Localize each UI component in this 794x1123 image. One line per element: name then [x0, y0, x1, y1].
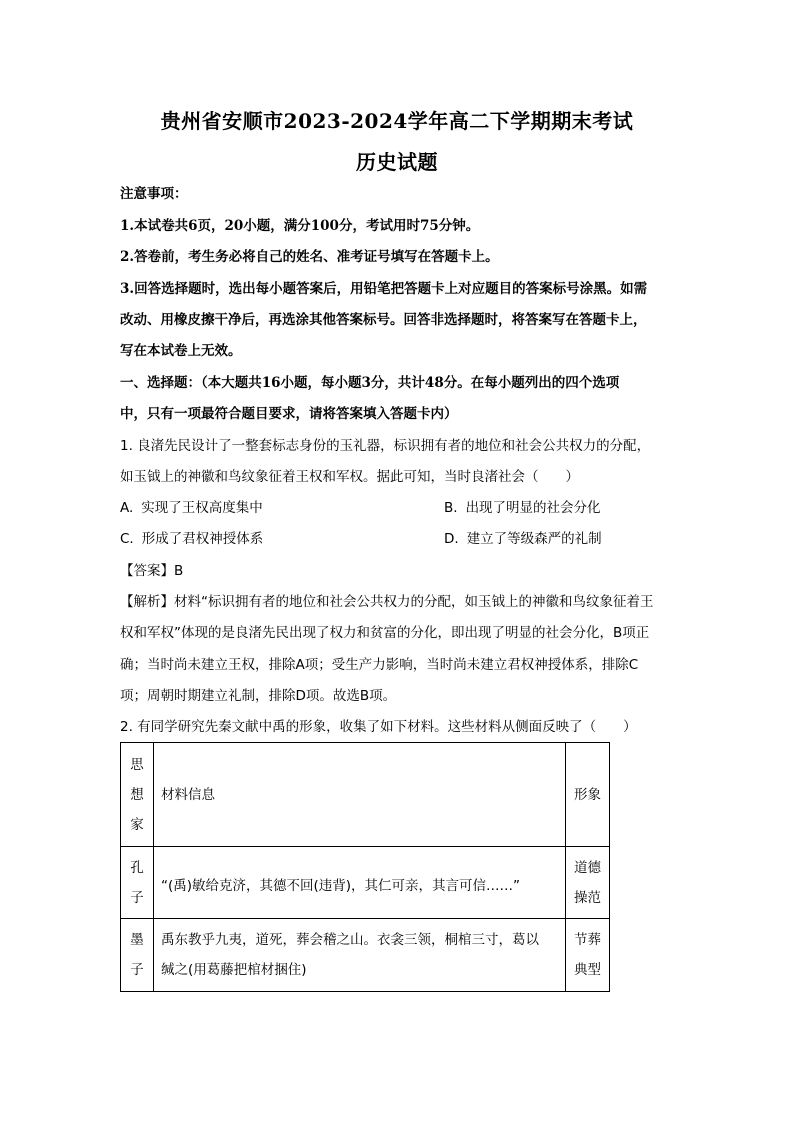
notice-item-2: 2.答卷前，考生务必将自己的姓名、准考证号填写在答题卡上。	[120, 249, 499, 265]
q1-option-a	[120, 498, 263, 518]
header-thinker-char-2: 想	[130, 787, 144, 803]
section-1-heading-line-2: 中，只有一项最符合题目要求，请将答案填入答题卡内）	[120, 406, 458, 422]
header-image-cell	[566, 743, 609, 846]
q1-option-c-text: 形成了君权神授体系	[141, 531, 264, 547]
q1-option-b-letter: B.	[444, 500, 458, 516]
q1-option-d-text: 建立了等级森严的礼制	[466, 531, 602, 547]
q1-option-b	[444, 498, 601, 518]
row-2-thinker-char-1: 墨	[130, 932, 144, 948]
header-thinker-char-1: 思	[130, 757, 144, 773]
q1-stem-line-1: 1. 良渚先民设计了一整套标志身份的玉礼器，标识拥有者的地位和社会公共权力的分配，	[120, 438, 651, 454]
q1-option-a-text: 实现了王权高度集中	[141, 500, 263, 516]
row-1-thinker-char-2: 子	[130, 890, 144, 906]
q1-answer: 【答案】B	[120, 563, 184, 579]
row-1-thinker-cell	[121, 847, 154, 918]
notice-item-1: 1.本试卷共6页，20小题，满分100分，考试用时75分钟。	[120, 218, 480, 234]
notice-item-3-line-3: 写在本试卷上无效。	[120, 343, 242, 359]
row-1-material-cell	[154, 847, 566, 918]
header-material-label: 材料信息	[161, 787, 215, 803]
q1-option-a-letter: A.	[120, 500, 134, 516]
row-1-image-cell	[566, 847, 609, 918]
section-1-heading-line-1: 一、选择题：（本大题共16小题，每小题3分，共计48分。在每小题列出的四个选项	[120, 375, 620, 391]
row-2-image-line-2: 典型	[574, 962, 601, 978]
row-1-thinker-char-1: 孔	[130, 860, 144, 876]
table-row	[121, 919, 609, 991]
q1-option-d	[444, 529, 602, 549]
row-2-material-line-2: 缄之(用葛藤把棺材捆住)	[161, 962, 307, 978]
notice-item-3-line-1: 3.回答选择题时，选出每小题答案后，用铅笔把答题卡上对应题目的答案标号涂黑。如需	[120, 281, 648, 297]
notice-item-3-line-2: 改动、用橡皮擦干净后，再选涂其他答案标号。回答非选择题时，将答案写在答题卡上，	[120, 312, 647, 328]
exam-title: 贵州省安顺市2023-2024学年高二下学期期末考试	[160, 109, 634, 133]
header-thinker-char-3: 家	[130, 817, 144, 833]
header-material-cell	[154, 743, 566, 846]
q1-analysis-line-3: 确；当时尚未建立王权，排除A项；受生产力影响，当时尚未建立君权神授体系，排除C	[120, 657, 639, 673]
notice-heading: 注意事项：	[120, 186, 188, 202]
table-header-row	[121, 743, 609, 847]
row-2-thinker-cell	[121, 919, 154, 991]
row-2-image-cell	[566, 919, 609, 991]
header-thinker-cell	[121, 743, 154, 846]
header-image-label: 形象	[574, 787, 601, 803]
row-2-material-line-1: 禹东教乎九夷，道死，葬会稽之山。衣衾三领，桐棺三寸，葛以	[161, 932, 539, 948]
row-1-image-line-2: 操范	[574, 890, 601, 906]
q2-stem: 2. 有同学研究先秦文献中禹的形象，收集了如下材料。这些材料从侧面反映了（ ）	[120, 719, 637, 735]
q1-option-c-letter: C.	[120, 531, 134, 547]
row-1-material-text: “(禹)敏给克济，其德不回(违背)，其仁可亲，其言可信……”	[161, 878, 521, 894]
exam-subject: 历史试题	[356, 150, 438, 174]
q1-option-d-letter: D.	[444, 531, 459, 547]
row-2-image-line-1: 节葬	[574, 932, 601, 948]
q1-analysis-line-1: 【解析】材料“标识拥有者的地位和社会公共权力的分配，如玉钺上的神徽和鸟纹象征着王	[120, 594, 654, 610]
q2-material-table	[120, 742, 610, 992]
q1-stem-line-2: 如玉钺上的神徽和鸟纹象征着王权和军权。据此可知，当时良渚社会（ ）	[120, 469, 579, 485]
q1-option-b-text: 出现了明显的社会分化	[465, 500, 601, 516]
q1-analysis-line-2: 权和军权”体现的是良渚先民出现了权力和贫富的分化，即出现了明显的社会分化，B项正	[120, 625, 650, 641]
row-2-material-cell	[154, 919, 566, 991]
row-2-thinker-char-2: 子	[130, 962, 144, 978]
q1-analysis-line-4: 项；周朝时期建立礼制，排除D项。故选B项。	[120, 688, 397, 704]
row-1-image-line-1: 道德	[574, 860, 601, 876]
table-row	[121, 847, 609, 919]
q1-option-c	[120, 529, 263, 549]
